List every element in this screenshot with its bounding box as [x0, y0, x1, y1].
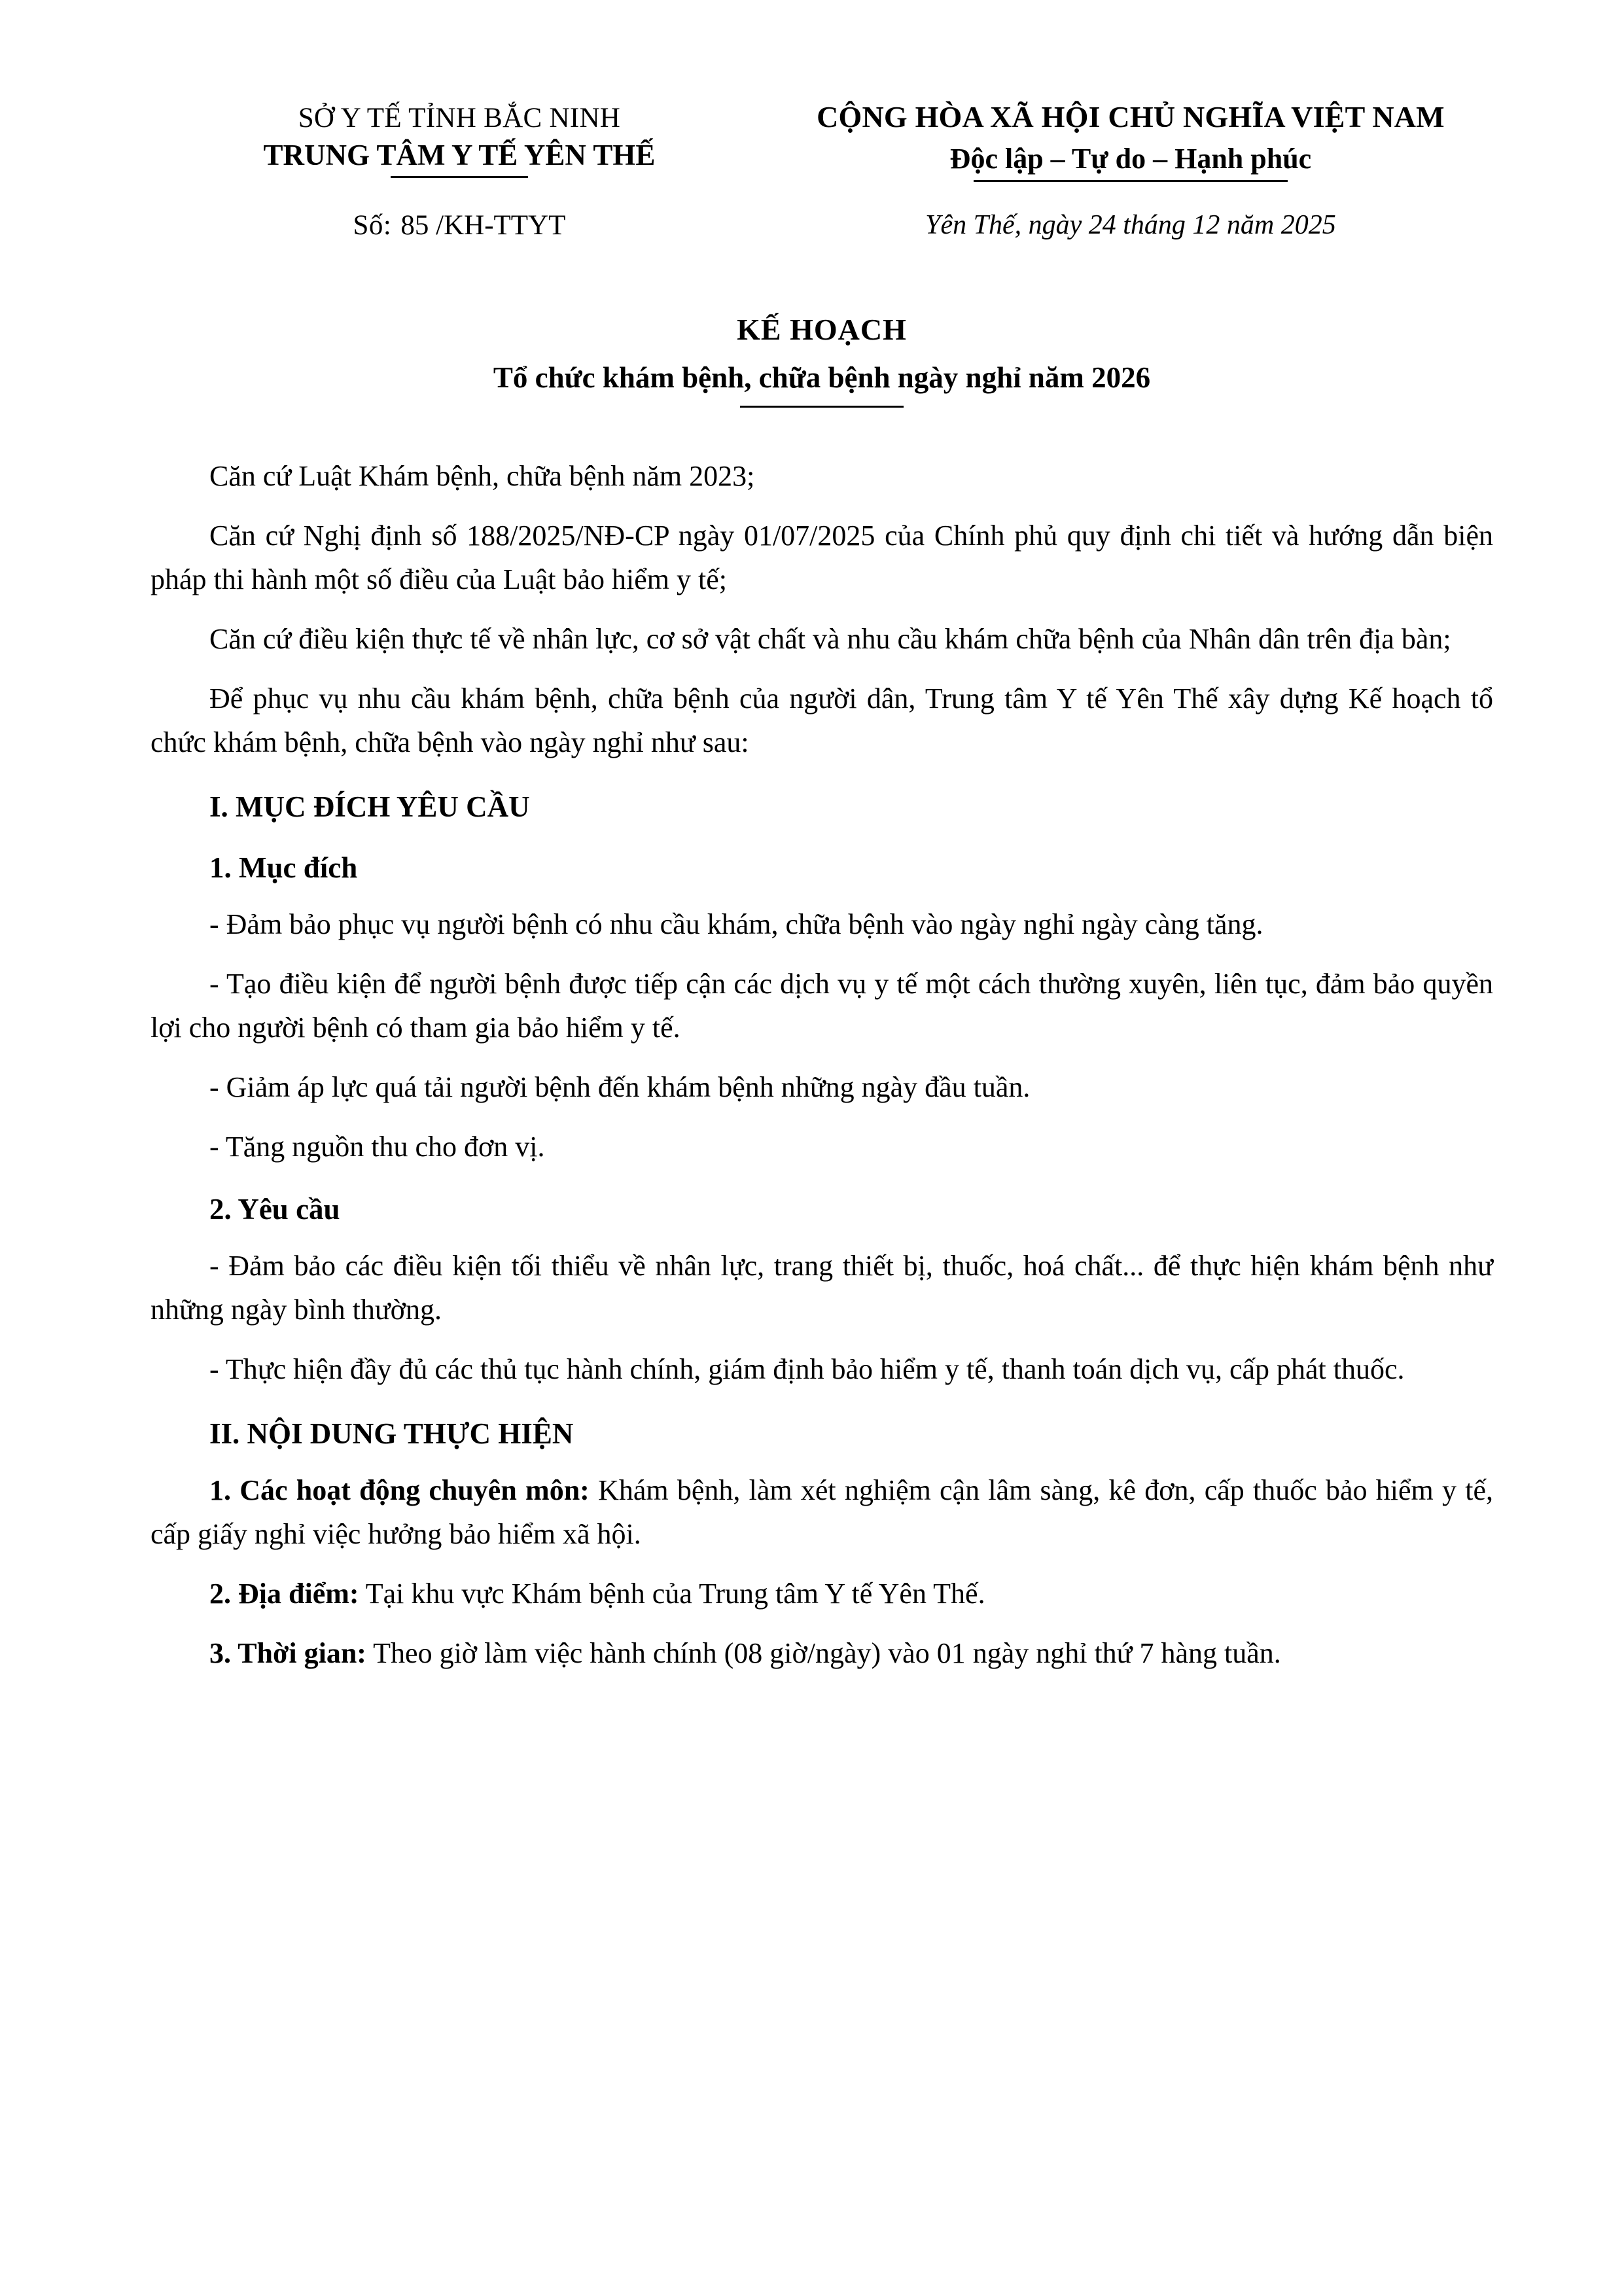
subsection-heading-1-2: 2. Yêu cầu	[209, 1192, 340, 1226]
national-title-label: CỘNG HÒA XÃ HỘI CHỦ NGHĨA VIỆT NAM	[817, 100, 1445, 133]
org-name-text: TRUNG TÂM Y TẾ YÊN THẾ	[263, 138, 656, 171]
document-body	[150, 455, 1493, 1676]
paragraph-legal-basis-3: Căn cứ điều kiện thực tế về nhân lực, cơ sở vật chất và nhu cầu khám chữa bệnh của Nhân dân trên địa bàn;	[209, 622, 1451, 655]
national-motto-label	[950, 140, 1312, 182]
paragraph-purpose-intro: Để phục vụ nhu cầu khám bệnh, chữa bệnh của người dân, Trung tâm Y tế Yên Thế xây dựng Kế hoạch tổ chức khám bệnh, chữa bệnh vào ngày nghỉ như sau:	[150, 682, 1493, 758]
content-activities-lead: 1. Các hoạt động chuyên môn:	[209, 1474, 590, 1507]
paragraph-purpose-4: - Tăng nguồn thu cho đơn vị.	[209, 1130, 545, 1163]
paragraph-legal-basis-1: Căn cứ Luật Khám bệnh, chữa bệnh năm 2023;	[209, 460, 755, 493]
national-heading	[768, 98, 1493, 182]
org-name-label	[264, 136, 656, 179]
section-heading-1: I. MỤC ĐÍCH YÊU CẦU	[209, 790, 530, 824]
document-number-label: Số:	[353, 209, 392, 241]
title-underline	[740, 406, 904, 408]
document-title-block	[150, 310, 1493, 408]
content-activities-text: Khám bệnh, làm xét nghiệm cận lâm sàng, kê đơn, cấp thuốc bảo hiểm y tế, cấp giấy nghỉ việc hưởng bảo hiểm xã hội.	[150, 1474, 1493, 1551]
page-subtitle: Tổ chức khám bệnh, chữa bệnh ngày nghỉ năm 2026	[493, 361, 1151, 395]
content-location-lead: 2. Địa điểm:	[209, 1578, 359, 1610]
national-motto-text: Độc lập – Tự do – Hạnh phúc	[949, 142, 1312, 175]
document-header	[150, 98, 1493, 182]
content-location-text: Tại khu vực Khám bệnh của Trung tâm Y tế Yên Thế.	[359, 1578, 985, 1610]
paragraph-purpose-1: - Đảm bảo phục vụ người bệnh có nhu cầu khám, chữa bệnh vào ngày nghỉ ngày càng tăng.	[209, 908, 1263, 941]
paragraph-purpose-3: - Giảm áp lực quá tải người bệnh đến khám bệnh những ngày đầu tuần.	[209, 1071, 1031, 1104]
section-heading-2: II. NỘI DUNG THỰC HIỆN	[209, 1417, 574, 1451]
subsection-heading-1-1: 1. Mục đích	[209, 851, 358, 885]
content-time-lead: 3. Thời gian:	[209, 1637, 366, 1670]
paragraph-content-time	[150, 1632, 1493, 1676]
document-number	[150, 209, 768, 241]
paragraph-purpose-2: - Tạo điều kiện để người bệnh được tiếp cận các dịch vụ y tế một cách thường xuyên, liên tục, đảm bảo quyền lợi cho người bệnh có tham gia bảo hiểm y tế.	[150, 968, 1493, 1044]
paragraph-requirement-1: - Đảm bảo các điều kiện tối thiểu về nhân lực, trang thiết bị, thuốc, hoá chất... để thực hiện khám bệnh như những ngày bình thường.	[150, 1249, 1493, 1326]
document-number-value: 85 /KH-TTYT	[400, 209, 566, 241]
paragraph-content-activities	[150, 1469, 1493, 1557]
document-date: Yên Thế, ngày 24 tháng 12 năm 2025	[925, 209, 1336, 240]
document-subheader	[150, 209, 1493, 241]
content-time-text: Theo giờ làm việc hành chính (08 giờ/ngày) vào 01 ngày nghỉ thứ 7 hàng tuần.	[366, 1637, 1281, 1670]
page-title: KẾ HOẠCH	[737, 312, 907, 346]
national-motto-underline	[974, 180, 1288, 182]
issuing-organization	[150, 98, 768, 178]
org-parent-label: SỞ Y TẾ TỈNH BẮC NINH	[298, 103, 621, 133]
paragraph-legal-basis-2: Căn cứ Nghị định số 188/2025/NĐ-CP ngày 01/07/2025 của Chính phủ quy định chi tiết và hướng dẫn biện pháp thi hành một số điều của Luật bảo hiểm y tế;	[150, 520, 1493, 595]
paragraph-requirement-2: - Thực hiện đầy đủ các thủ tục hành chính, giám định bảo hiểm y tế, thanh toán dịch vụ, cấp phát thuốc.	[209, 1352, 1405, 1385]
org-name-underline	[391, 176, 528, 178]
paragraph-content-location	[150, 1572, 1493, 1616]
